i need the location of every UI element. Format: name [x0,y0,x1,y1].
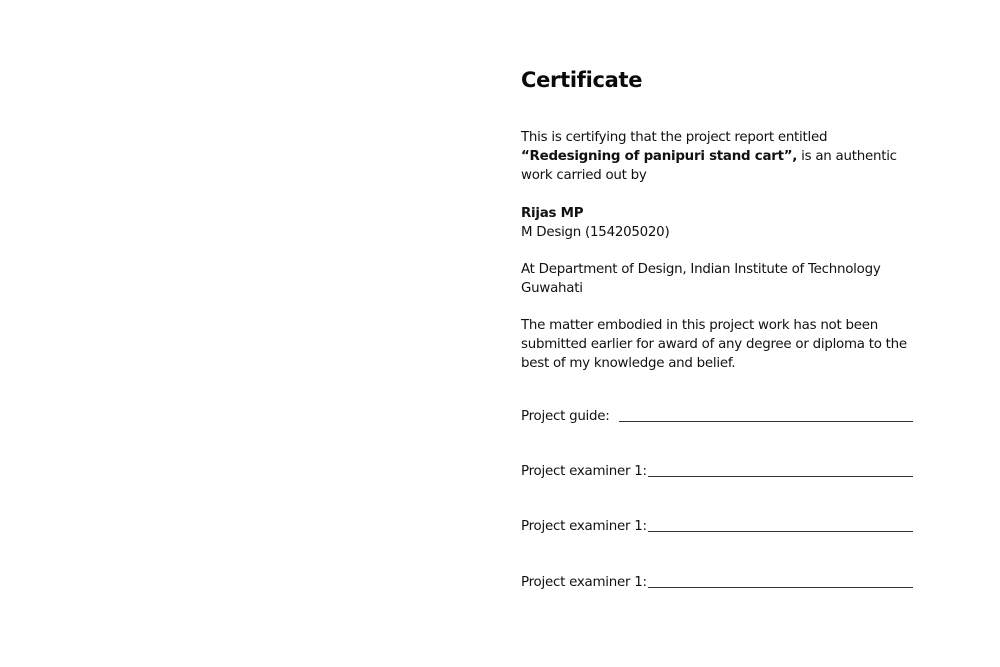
signature-project-examiner [521,517,913,537]
signature-line [648,587,913,588]
signature-project-examiner [521,462,913,482]
signature-label: Project guide: [521,409,610,424]
student-name: Rijas MP [521,206,584,221]
signature-label: Project examiner 1: [521,575,647,590]
page-title: Certificate [521,68,643,92]
certificate-content [521,66,921,373]
declaration-text: The matter embodied in this project work has not been submitted earlier for award of any degree or diploma to the best of my knowledge and belief. [521,318,907,371]
signature-line [648,476,913,477]
statement-prefix: This is certifying that the project report entitled [521,130,828,145]
signature-label: Project examiner 1: [521,464,647,479]
signature-line [648,531,913,532]
signature-label: Project examiner 1: [521,519,647,534]
statement-suffix: is an authentic work carried out by [521,149,897,183]
project-title: “Redesigning of panipuri stand cart”, [521,149,798,164]
student-block [521,204,921,242]
signature-line [619,421,913,422]
certification-statement [521,128,921,185]
signature-project-examiner [521,573,913,593]
signature-project-guide [521,407,913,427]
department-line: At Department of Design, Indian Institute of Technology Guwahati [521,262,881,296]
student-program: M Design (154205020) [521,225,670,240]
